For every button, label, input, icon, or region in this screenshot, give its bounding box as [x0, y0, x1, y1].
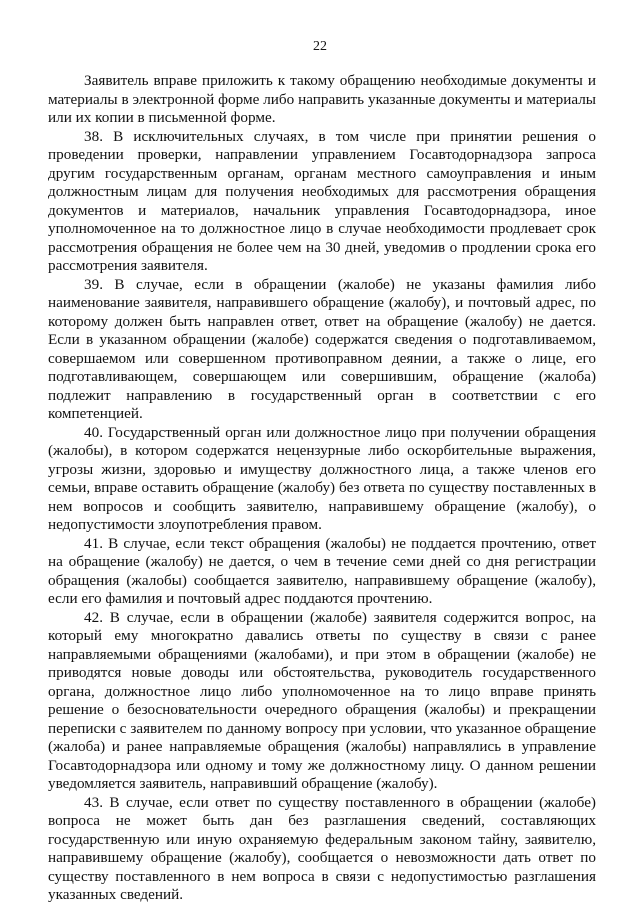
- paragraph-39: 39. В случае, если в обращении (жалобе) не указаны фамилия либо наименование заявителя, направившего обращение (жалобу), и почтовый адрес, по которому должен быть направлен ответ, ответ на обращение (жалобу) не дается. Если в указанном обращении (жалобе) содержатся сведения о подготавливаемом, совершаемом или совершенном противоправном деянии, а также о лице, его подготавливающем, совершающем или совершившим, обращение (жалоба) подлежит направлению в государственный орган в соответствии с его компетенцией.: [48, 275, 596, 422]
- paragraph-attachments: Заявитель вправе приложить к такому обращению необходимые документы и материалы в электронной форме либо направить указанные документы и материалы или их копии в письменной форме.: [48, 72, 596, 126]
- paragraph-38: 38. В исключительных случаях, в том числе при принятии решения о проведении проверки, направлении управлением Госавтодорнадзора запроса другим государственным органам, органам местного самоуправления и иным должностным лицам для получения необходимых для рассмотрения обращения документов и материалов, начальник управления Госавтодорнадзора, иное уполномоченное на то должностное лицо в случае необходимости продлевает срок рассмотрения обращения не более чем на 30 дней, уведомив о продлении срока его рассмотрения заявителя.: [48, 127, 596, 274]
- document-body: [48, 72, 596, 905]
- page-number: 22: [313, 39, 327, 54]
- paragraph-41: 41. В случае, если текст обращения (жалобы) не поддается прочтению, ответ на обращение (жалобу) не дается, о чем в течение семи дней со дня регистрации обращения (жалобы) сообщается заявителю, направившему обращение (жалобу), если его фамилия и почтовый адрес поддаются прочтению.: [48, 534, 596, 607]
- paragraph-42: 42. В случае, если в обращении (жалобе) заявителя содержится вопрос, на который ему многократно давались ответы по существу в связи с ранее направляемыми обращениями (жалобами), и при этом в обращении (жалобе) не приводятся новые доводы или обстоятельства, руководитель государственного органа, должностное лицо либо уполномоченное на то лицо вправе принять решение о безосновательности очередного обращения (жалобы) и прекращении переписки с заявителем по данному вопросу при условии, что указанное обращение (жалоба) и ранее направляемые обращения (жалобы) направлялись в управление Госавтодорнадзора или одному и тому же должностному лицу. О данном решении уведомляется заявитель, направивший обращение (жалобу).: [48, 608, 596, 792]
- paragraph-43: 43. В случае, если ответ по существу поставленного в обращении (жалобе) вопроса не может быть дан без разглашения сведений, составляющих государственную или иную охраняемую федеральным законом тайну, заявителю, направившему обращение (жалобу), сообщается о невозможности дать ответ по существу поставленного в нем вопроса в связи с недопустимостью разглашения указанных сведений.: [48, 793, 596, 903]
- paragraph-40: 40. Государственный орган или должностное лицо при получении обращения (жалобы), в котором содержатся нецензурные либо оскорбительные выражения, угрозы жизни, здоровью и имуществу должностного лица, а также членов его семьи, вправе оставить обращение (жалобу) без ответа по существу поставленных в нем вопросов и сообщить заявителю, направившему обращение (жалобу), о недопустимости злоупотребления правом.: [48, 423, 596, 533]
